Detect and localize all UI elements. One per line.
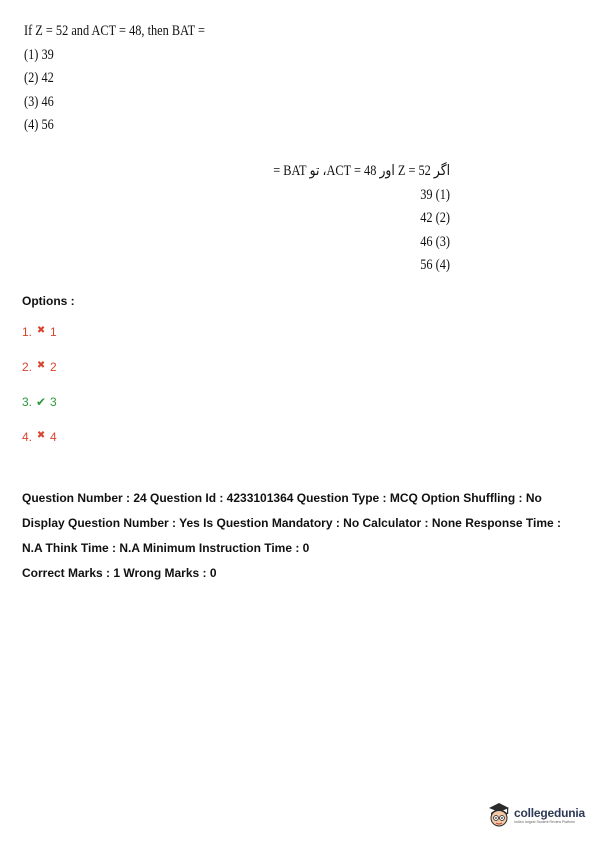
check-icon: ✔ <box>36 395 47 409</box>
option-number: 2. <box>22 360 33 374</box>
choice-1: (1) 39 <box>24 46 54 63</box>
choice-3: (3) 46 <box>24 93 54 110</box>
question-meta <box>22 486 582 586</box>
choice-urdu-3: 46 (3) <box>420 233 450 250</box>
options-heading: Options : <box>22 294 75 308</box>
question-stem-urdu: اگر Z = 52 اور ACT = 48، تو BAT = <box>273 163 450 179</box>
logo-name: collegedunia <box>514 806 585 820</box>
option-value: 2 <box>50 360 57 374</box>
collegedunia-logo <box>487 801 585 829</box>
option-number: 4. <box>22 430 33 444</box>
cross-icon: ✖ <box>36 325 46 336</box>
meta-marks: Correct Marks : 1 Wrong Marks : 0 <box>22 566 217 580</box>
graduate-mascot-icon <box>487 801 511 829</box>
question-urdu <box>273 160 450 278</box>
choice-urdu-2: 42 (2) <box>420 210 450 226</box>
choice-4: (4) 56 <box>24 117 54 133</box>
meta-details: Question Number : 24 Question Id : 4233101364 Question Type : MCQ Option Shuffling : No Display Question Number : Yes Is Question Mandatory : No Calculator : None Response Time : N.A Think Time : N.A Minimum Instruction Time : 0 <box>22 491 561 555</box>
option-value: 1 <box>50 325 57 339</box>
logo-tagline: India's largest Student Review Platform <box>514 820 575 824</box>
question-english <box>24 20 205 138</box>
choice-urdu-4: 56 (4) <box>420 257 450 273</box>
option-value: 3 <box>50 395 57 409</box>
option-4 <box>22 430 57 465</box>
option-number: 3. <box>22 395 33 409</box>
choice-2: (2) 42 <box>24 70 54 86</box>
cross-icon: ✖ <box>36 430 46 441</box>
cross-icon: ✖ <box>36 360 46 371</box>
option-2 <box>22 360 57 395</box>
choice-urdu-1: 39 (1) <box>420 186 450 203</box>
options-list <box>22 325 57 465</box>
question-stem: If Z = 52 and ACT = 48, then BAT = <box>24 23 205 39</box>
option-number: 1. <box>22 325 33 339</box>
option-value: 4 <box>50 430 57 444</box>
option-1 <box>22 325 57 360</box>
option-3 <box>22 395 57 430</box>
